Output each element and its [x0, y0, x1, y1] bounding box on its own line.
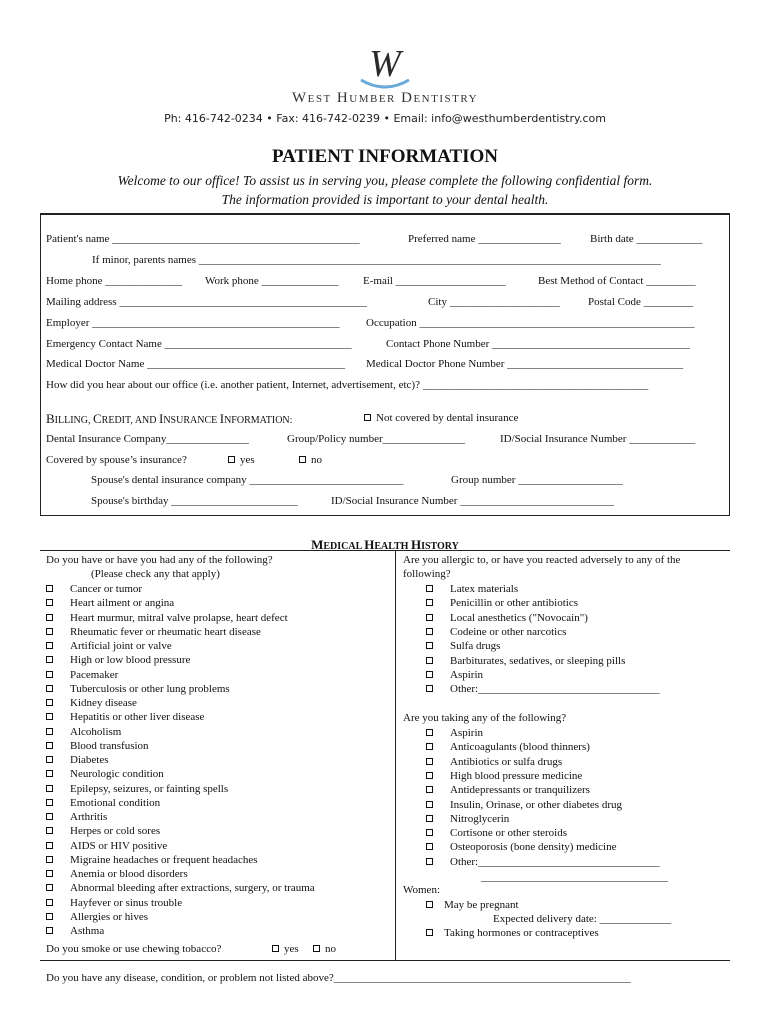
checkbox-icon[interactable] [46, 770, 53, 777]
checkbox-icon[interactable] [364, 414, 371, 421]
condition-item[interactable] [46, 854, 258, 866]
condition-item[interactable] [46, 726, 121, 738]
condition-item[interactable] [46, 840, 167, 852]
condition-label: Artificial joint or valve [70, 640, 172, 652]
checkbox-icon[interactable] [46, 870, 53, 877]
condition-label: Arthritis [70, 811, 108, 823]
checkbox-icon[interactable] [426, 801, 433, 808]
condition-label: Heart ailment or angina [70, 597, 175, 610]
allergy-question-line-2: following? [403, 568, 451, 580]
contact-line: Ph: 416-742-0234 • Fax: 416-742-0239 • Email: info@westhumberdentistry.com [164, 112, 606, 125]
medication-label: Antibiotics or sulfa drugs [450, 755, 563, 768]
allergy-item[interactable] [426, 597, 578, 609]
birth-date-field[interactable]: Birth date ____________ [590, 233, 703, 245]
condition-item[interactable] [46, 697, 137, 709]
checkbox-icon[interactable] [426, 843, 433, 850]
checkbox-icon[interactable] [313, 945, 320, 952]
allergy-item[interactable] [426, 612, 588, 624]
checkbox-icon[interactable] [228, 456, 235, 463]
allergy-item[interactable] [426, 655, 625, 667]
checkbox-icon[interactable] [426, 729, 433, 736]
condition-label: AIDS or HIV positive [70, 839, 168, 852]
checkbox-icon[interactable] [46, 913, 53, 920]
checkbox-icon[interactable] [46, 599, 53, 606]
checkbox-icon[interactable] [46, 713, 53, 720]
checkbox-icon[interactable] [46, 799, 53, 806]
checkbox-icon[interactable] [426, 743, 433, 750]
allergy-label: Barbiturates, sedatives, or sleeping pills [450, 654, 626, 667]
condition-item[interactable] [46, 754, 108, 766]
conditions-question: Do you have or have you had any of the following? [46, 554, 273, 566]
condition-item[interactable] [46, 740, 149, 752]
best-contact-field[interactable]: Best Method of Contact _________ [538, 275, 696, 287]
condition-item[interactable] [46, 669, 118, 681]
smoke-yes[interactable]: yes [272, 943, 299, 955]
medication-item[interactable] [426, 799, 622, 811]
medication-item[interactable] [426, 770, 582, 782]
checkbox-icon[interactable] [426, 585, 433, 592]
mailing-address-field[interactable]: Mailing address _____________________________________________ [46, 296, 367, 308]
checkbox-icon[interactable] [426, 599, 433, 606]
condition-item[interactable] [46, 925, 104, 937]
condition-label: Kidney disease [70, 697, 137, 709]
checkbox-icon[interactable] [426, 642, 433, 649]
condition-item[interactable] [46, 612, 288, 624]
checkbox-icon[interactable] [426, 671, 433, 678]
condition-label: Tuberculosis or other lung problems [70, 682, 230, 695]
condition-label: Heart murmur, mitral valve prolapse, heart defect [70, 611, 288, 624]
spouse-id-field[interactable]: ID/Social Insurance Number ____________________________ [331, 495, 615, 507]
condition-item[interactable] [46, 711, 204, 723]
allergy-label: Aspirin [450, 668, 483, 681]
brand-logo [355, 42, 415, 94]
page-title: PATIENT INFORMATION [271, 146, 499, 167]
other-med-line-2[interactable]: __________________________________ [481, 871, 668, 883]
taking-question: Are you taking any of the following? [403, 712, 567, 724]
email-field[interactable]: E-mail ____________________ [363, 275, 506, 287]
checkbox-icon[interactable] [426, 929, 433, 936]
hormones-option[interactable]: Taking hormones or contraceptives [426, 927, 599, 939]
medical-doctor-field[interactable]: Medical Doctor Name ____________________________________ [46, 358, 346, 370]
condition-item[interactable] [46, 825, 160, 837]
checkbox-icon[interactable] [46, 642, 53, 649]
allergy-label: Codeine or other narcotics [450, 625, 567, 638]
welcome-line-1: Welcome to our office! To assist us in serving you, please complete the following confidential form. [117, 173, 653, 188]
checkbox-icon[interactable] [46, 685, 53, 692]
home-phone-field[interactable]: Home phone ______________ [46, 275, 183, 287]
spouse-covered-yes[interactable]: yes [228, 454, 255, 466]
allergy-label: Sulfa drugs [450, 640, 501, 653]
preferred-name-field[interactable]: Preferred name _______________ [408, 233, 561, 245]
checkbox-icon[interactable] [46, 842, 53, 849]
logo-letter: W [369, 43, 401, 85]
checkbox-icon[interactable] [46, 884, 53, 891]
condition-label: Allergies or hives [70, 910, 149, 923]
medication-label: High blood pressure medicine [450, 769, 583, 782]
checkbox-icon[interactable] [426, 786, 433, 793]
condition-label: High or low blood pressure [70, 654, 191, 667]
condition-label: Migraine headaches or frequent headaches [70, 853, 258, 866]
brand-name: West Humber Dentistry [291, 90, 479, 106]
spouse-covered-no[interactable]: no [299, 454, 322, 466]
checkbox-icon[interactable] [426, 901, 433, 908]
medication-label: Anticoagulants (blood thinners) [450, 741, 590, 754]
condition-item[interactable] [46, 626, 261, 638]
condition-label: Hayfever or sinus trouble [70, 896, 183, 909]
checkbox-icon[interactable] [426, 815, 433, 822]
condition-item[interactable] [46, 882, 315, 894]
city-field[interactable]: City ____________________ [428, 296, 560, 308]
condition-label: Cancer or tumor [70, 583, 143, 595]
condition-label: Rheumatic fever or rheumatic heart disease [70, 625, 261, 638]
contact-phone-field[interactable]: Contact Phone Number ____________________________________ [386, 338, 691, 350]
condition-label: Epilepsy, seizures, or fainting spells [70, 782, 229, 795]
checkbox-icon[interactable] [426, 614, 433, 621]
spouse-covered-label: Covered by spouse’s insurance? [46, 454, 187, 466]
checkbox-icon[interactable] [272, 945, 279, 952]
medication-item[interactable] [426, 756, 562, 768]
condition-label: Herpes or cold sores [70, 825, 161, 838]
checkbox-icon[interactable] [46, 756, 53, 763]
checkbox-icon[interactable] [46, 671, 53, 678]
checkbox-icon[interactable] [46, 628, 53, 635]
condition-label: Emotional condition [70, 796, 161, 809]
group-number-field[interactable]: Group number ___________________ [451, 474, 623, 486]
allergy-item[interactable] [426, 640, 500, 652]
checkbox-icon[interactable] [46, 614, 53, 621]
condition-label: Diabetes [70, 754, 109, 766]
checkbox-icon[interactable] [426, 758, 433, 765]
parents-names-field[interactable]: If minor, parents names ____________________________________________________________________________________ [92, 254, 661, 266]
allergy-item[interactable] [426, 669, 483, 681]
checkbox-icon[interactable] [46, 813, 53, 820]
other-disease-field[interactable]: Do you have any disease, condition, or problem not listed above?______________________________________________________ [46, 972, 631, 984]
checkbox-icon[interactable] [46, 785, 53, 792]
medication-item[interactable] [426, 784, 590, 796]
medical-top-rule [40, 550, 730, 551]
postal-code-field[interactable]: Postal Code _________ [588, 296, 694, 308]
medication-label: Other:_________________________________ [450, 855, 660, 868]
conditions-instruction: (Please check any that apply) [91, 568, 220, 580]
medication-label: Aspirin [450, 727, 483, 739]
condition-item[interactable] [46, 897, 182, 909]
condition-label: Asthma [70, 925, 105, 937]
condition-label: Neurologic condition [70, 768, 164, 781]
checkbox-icon[interactable] [426, 628, 433, 635]
checkbox-icon[interactable] [426, 858, 433, 865]
medication-label: Osteoporosis (bone density) medicine [450, 841, 617, 854]
condition-item[interactable] [46, 640, 172, 652]
smoke-no[interactable]: no [313, 943, 336, 955]
medication-item[interactable] [426, 813, 509, 825]
medication-label: Antidepressants or tranquilizers [450, 784, 590, 797]
condition-item[interactable] [46, 768, 164, 780]
condition-item[interactable] [46, 583, 142, 595]
women-label: Women: [403, 884, 440, 896]
checkbox-icon[interactable] [46, 728, 53, 735]
not-covered-option[interactable]: Not covered by dental insurance [364, 412, 518, 424]
checkbox-icon[interactable] [426, 685, 433, 692]
patient-name-field[interactable]: Patient's name _____________________________________________ [46, 233, 360, 245]
referral-source-field[interactable]: How did you hear about our office (i.e. another patient, Internet, advertisement, etc)? _________________________________________ [46, 379, 649, 391]
condition-item[interactable] [46, 911, 148, 923]
condition-label: Blood transfusion [70, 739, 149, 752]
condition-label: Alcoholism [70, 725, 122, 738]
medication-item[interactable] [426, 727, 483, 739]
allergy-item[interactable] [426, 683, 660, 695]
checkbox-icon[interactable] [46, 656, 53, 663]
delivery-date-field[interactable]: Expected delivery date: _____________ [493, 913, 672, 925]
occupation-field[interactable]: Occupation __________________________________________________ [366, 317, 695, 329]
checkbox-icon[interactable] [426, 657, 433, 664]
spouse-birthday-field[interactable]: Spouse's birthday _______________________ [91, 495, 298, 507]
checkbox-icon[interactable] [46, 856, 53, 863]
condition-item[interactable] [46, 811, 107, 823]
employer-field[interactable]: Employer _____________________________________________ [46, 317, 340, 329]
checkbox-icon[interactable] [299, 456, 306, 463]
medication-item[interactable] [426, 827, 567, 839]
condition-label: Anemia or blood disorders [70, 868, 188, 880]
medical-history-heading: MEDICAL HEALTH HISTORY [311, 537, 459, 552]
medical-bottom-rule [40, 960, 730, 961]
condition-item[interactable] [46, 868, 188, 880]
checkbox-icon[interactable] [426, 772, 433, 779]
allergy-item[interactable] [426, 583, 518, 595]
checkbox-icon[interactable] [46, 742, 53, 749]
spouse-company-field[interactable]: Spouse's dental insurance company ____________________________ [91, 474, 404, 486]
insurance-company-field[interactable]: Dental Insurance Company_______________ [46, 433, 249, 445]
emergency-contact-field[interactable]: Emergency Contact Name __________________________________ [46, 338, 352, 350]
checkbox-icon[interactable] [46, 585, 53, 592]
allergy-question-line-1: Are you allergic to, or have you reacted adversely to any of the [403, 554, 681, 566]
condition-item[interactable] [46, 797, 160, 809]
id-sin-field[interactable]: ID/Social Insurance Number ____________ [500, 433, 696, 445]
condition-label: Abnormal bleeding after extractions, surgery, or trauma [70, 882, 315, 895]
allergy-label: Penicillin or other antibiotics [450, 597, 579, 610]
checkbox-icon[interactable] [46, 899, 53, 906]
condition-item[interactable] [46, 783, 228, 795]
doctor-phone-field[interactable]: Medical Doctor Phone Number ________________________________ [366, 358, 684, 370]
condition-item[interactable] [46, 597, 174, 609]
medication-label: Nitroglycerin [450, 812, 510, 825]
pregnant-option[interactable]: May be pregnant [426, 899, 519, 911]
checkbox-icon[interactable] [426, 829, 433, 836]
medication-item[interactable] [426, 856, 660, 868]
medication-item[interactable] [426, 841, 617, 853]
billing-heading: BILLING, CREDIT, AND INSURANCE INFORMATION: [46, 411, 293, 426]
condition-item[interactable] [46, 683, 230, 695]
smoke-question: Do you smoke or use chewing tobacco? [46, 943, 222, 955]
allergy-item[interactable] [426, 626, 566, 638]
column-divider [395, 550, 396, 960]
condition-item[interactable] [46, 654, 190, 666]
checkbox-icon[interactable] [46, 827, 53, 834]
condition-label: Hepatitis or other liver disease [70, 711, 205, 724]
checkbox-icon[interactable] [46, 927, 53, 934]
allergy-label: Local anesthetics ("Novocain") [450, 611, 588, 624]
medication-label: Insulin, Orinase, or other diabetes drug [450, 798, 622, 811]
medication-label: Cortisone or other steroids [450, 827, 568, 840]
allergy-label: Other:_________________________________ [450, 683, 660, 696]
condition-label: Pacemaker [70, 668, 119, 681]
group-policy-field[interactable]: Group/Policy number_______________ [287, 433, 466, 445]
checkbox-icon[interactable] [46, 699, 53, 706]
medication-item[interactable] [426, 741, 590, 753]
work-phone-field[interactable]: Work phone ______________ [205, 275, 339, 287]
welcome-line-2: The information provided is important to your dental health. [221, 192, 549, 207]
allergy-label: Latex materials [450, 583, 519, 595]
